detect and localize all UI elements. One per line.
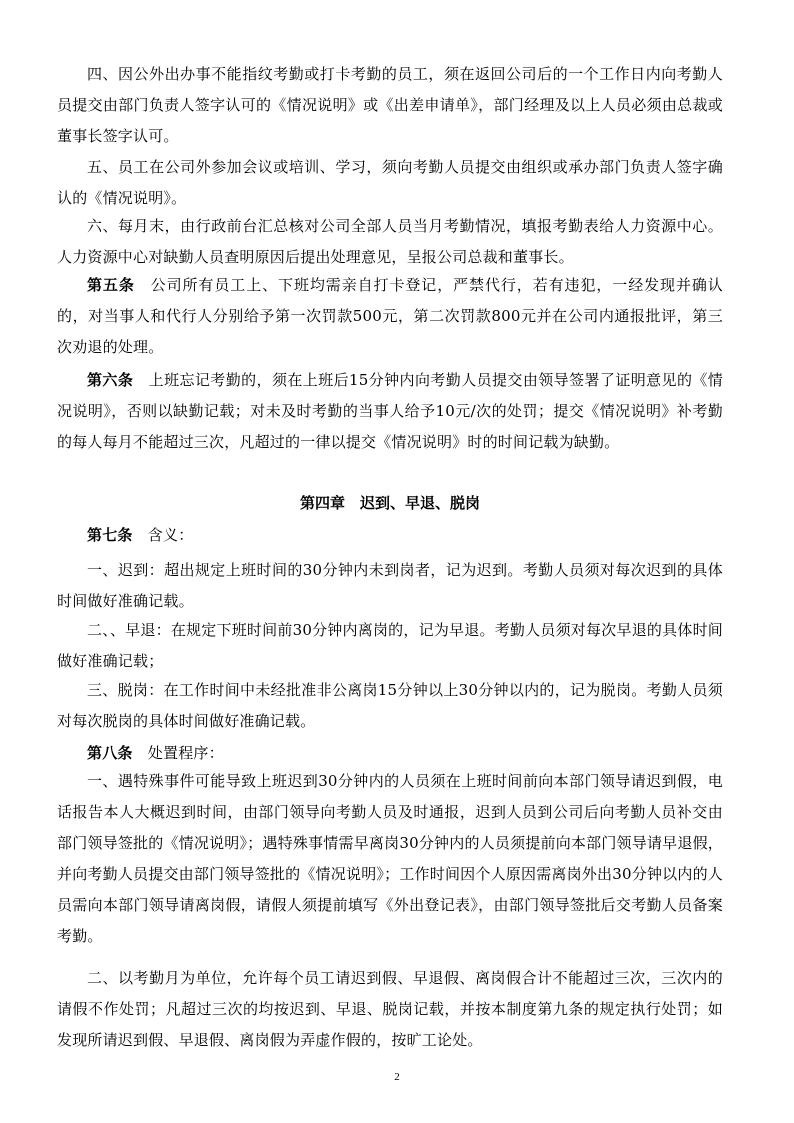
paragraph-text: 六、每月末，由行政前台汇总核对公司全部人员当月考勤情况，填报考勤表给人力资源中心。人力资源中心对缺勤人员查明原因后提出处理意见，呈报公司总裁和董事长。 xyxy=(57,217,723,266)
definition-late xyxy=(57,555,723,617)
article-label: 第八条 xyxy=(87,744,133,762)
article-6 xyxy=(57,365,723,458)
article-text: 上班忘记考勤的，须在上班后15分钟内向考勤人员提交由领导签署了证明意见的《情况说明》，否则以缺勤记载；对未及时考勤的当事人给予10元/次的处罚；提交《情况说明》补考勤的每人每月不能超过三次，凡超过的一律以提交《情况说明》时的时间记载为缺勤。 xyxy=(57,371,723,451)
page-number: 2 xyxy=(394,1071,400,1083)
procedure-item-1 xyxy=(57,766,723,952)
paragraph-text: 二、以考勤月为单位，允许每个员工请迟到假、早退假、离岗假合计不能超过三次，三次内的请假不作处罚；凡超过三次的均按迟到、早退、脱岗记载，并按本制度第九条的规定执行处罚；如发现所请迟到假、早退假、离岗假为弄虚作假的，按旷工论处。 xyxy=(57,969,723,1049)
paragraph-text: 一、迟到：超出规定上班时间的30分钟内未到岗者，记为迟到。考勤人员须对每次迟到的具体时间做好准确记载。 xyxy=(57,561,723,610)
paragraph-item-4 xyxy=(57,59,723,152)
procedure-item-2 xyxy=(57,963,723,1056)
paragraph-item-6 xyxy=(57,211,723,273)
paragraph-text: 二、、早退：在规定下班时间前30分钟内离岗的，记为早退。考勤人员须对每次早退的具体时间做好准确记载； xyxy=(57,621,723,670)
definition-absence xyxy=(57,675,723,737)
article-8 xyxy=(57,738,723,769)
paragraph-text: 三、脱岗：在工作时间中未经批准非公离岗15分钟以上30分钟以内的，记为脱岗。考勤人员须对每次脱岗的具体时间做好准确记载。 xyxy=(57,681,723,730)
article-5 xyxy=(57,270,723,363)
definition-early-leave xyxy=(57,615,723,677)
article-text: 处置程序： xyxy=(132,744,224,762)
paragraph-text: 五、员工在公司外参加会议或培训、学习，须向考勤人员提交由组织或承办部门负责人签字确认的《情况说明》。 xyxy=(57,158,723,207)
article-label: 第五条 xyxy=(87,276,135,294)
paragraph-item-5 xyxy=(57,152,723,214)
article-label: 第七条 xyxy=(87,526,133,544)
article-7 xyxy=(57,520,723,551)
paragraph-text: 一、遇特殊事件可能导致上班迟到30分钟内的人员须在上班时间前向本部门领导请迟到假，电话报告本人大概迟到时间，由部门领导向考勤人员及时通报，迟到人员到公司后向考勤人员补交由部门领导签批的《情况说明》；遇特殊事情需早离岗30分钟内的人员须提前向本部门领导请早退假，并向考勤人员提交由部门领导签批的《情况说明》；工作时间因个人原因需离岗外出30分钟以内的人员需向本部门领导请离岗假，请假人须提前填写《外出登记表》，由部门领导签批后交考勤人员备案考勤。 xyxy=(57,772,723,945)
paragraph-text: 四、因公外出办事不能指纹考勤或打卡考勤的员工，须在返回公司后的一个工作日内向考勤人员提交由部门负责人签字认可的《情况说明》或《出差申请单》，部门经理及以上人员必须由总裁或董事长签字认可。 xyxy=(57,65,723,145)
article-text: 含义： xyxy=(132,526,194,544)
chapter-heading: 第四章 迟到、早退、脱岗 xyxy=(299,494,480,512)
article-label: 第六条 xyxy=(87,371,134,389)
article-text: 公司所有员工上、下班均需亲自打卡登记，严禁代行，若有违犯，一经发现并确认的，对当事人和代行人分别给予第一次罚款500元，第二次罚款800元并在公司内通报批评，第三次劝退的处理。 xyxy=(57,276,724,356)
